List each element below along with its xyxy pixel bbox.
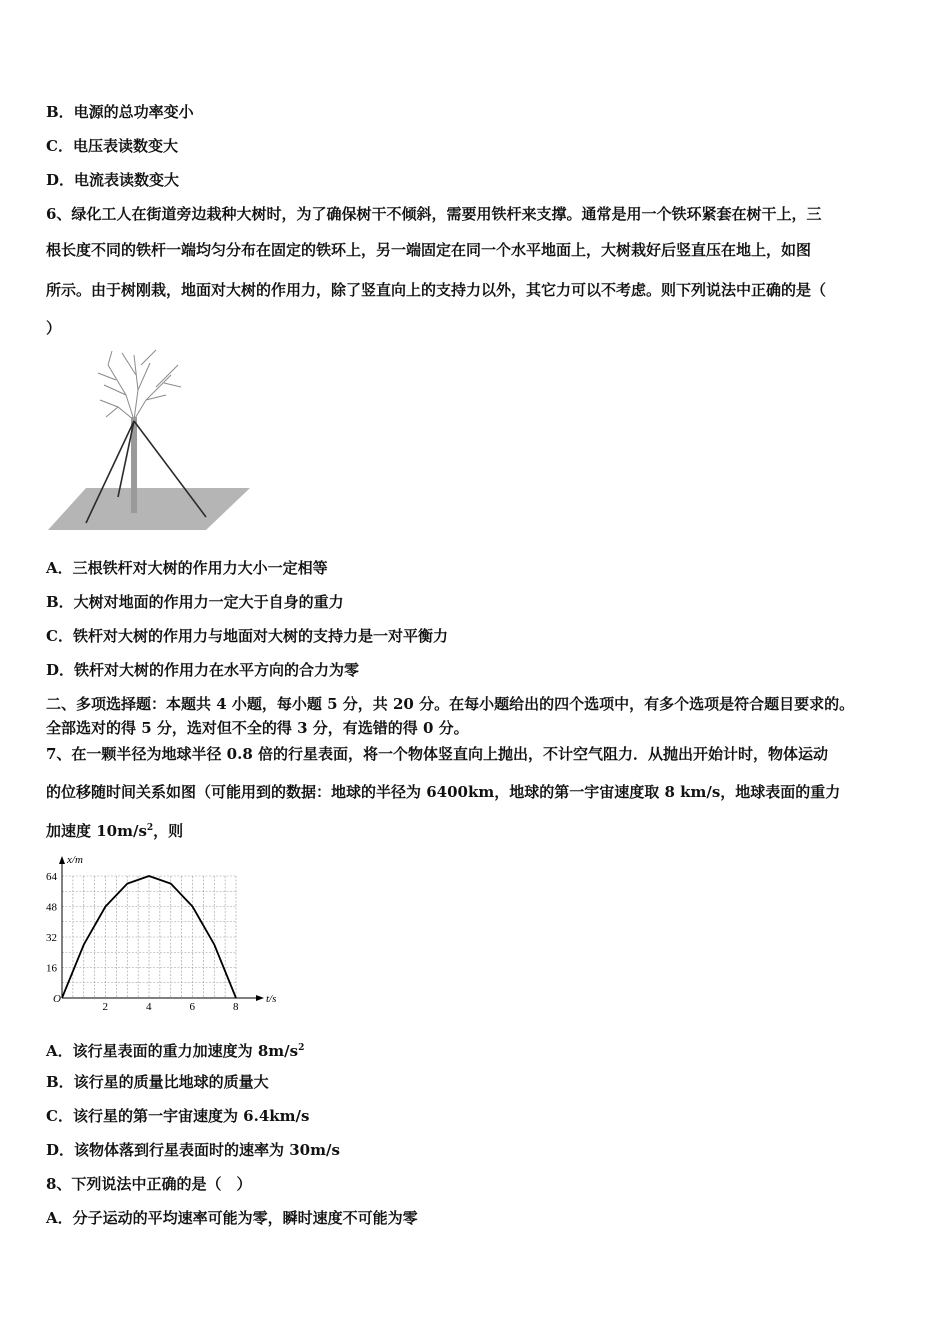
q7-stem-line-3-text: 加速度 10m/s bbox=[46, 822, 147, 840]
x-tick-label: 4 bbox=[146, 1001, 152, 1013]
y-tick-label: 64 bbox=[46, 871, 57, 883]
q7-option-c: C．该行星的第一宇宙速度为 6.4km/s bbox=[46, 1107, 310, 1125]
q6-stem-line-1: 6、绿化工人在街道旁边栽种大树时，为了确保树干不倾斜，需要用铁杆来支撑。通常是用一个铁环紧套在树干上，三 bbox=[46, 205, 822, 223]
section-2-line-1: 二、多项选择题：本题共 4 小题，每小题 5 分，共 20 分。在每小题给出的四个选项中，有多个选项是符合题目要求的。 bbox=[46, 695, 855, 713]
q7-option-a-text: A．该行星表面的重力加速度为 8m/s bbox=[46, 1042, 299, 1060]
q6-option-a: A．三根铁杆对大树的作用力大小一定相等 bbox=[46, 559, 328, 577]
q6-stem-line-3: 所示。由于树刚栽，地面对大树的作用力，除了竖直向上的支持力以外，其它力可以不考虑。则下列说法中正确的是（ bbox=[46, 281, 827, 299]
chart-ticks bbox=[46, 871, 239, 1013]
origin-label: O bbox=[53, 993, 61, 1005]
tree-branches bbox=[98, 350, 181, 420]
chart-axes bbox=[53, 854, 276, 1005]
q6-stem-line-4: ） bbox=[46, 319, 62, 337]
q7-option-d: D．该物体落到行星表面时的速率为 30m/s bbox=[46, 1141, 340, 1159]
q5-option-d: D．电流表读数变大 bbox=[46, 171, 180, 189]
q7-stem-line-1: 7、在一颗半径为地球半径 0.8 倍的行星表面，将一个物体竖直向上抛出，不计空气阻力．从抛出开始计时，物体运动 bbox=[46, 745, 828, 763]
displacement-time-chart bbox=[40, 852, 275, 1012]
q6-option-d: D．铁杆对大树的作用力在水平方向的合力为零 bbox=[46, 661, 360, 679]
q7-option-b: B．该行星的质量比地球的质量大 bbox=[46, 1073, 269, 1091]
y-tick-label: 48 bbox=[46, 901, 57, 914]
x-tick-label: 2 bbox=[102, 1001, 108, 1013]
q7-stem-line-3 bbox=[46, 818, 183, 841]
tree-support-figure bbox=[46, 345, 256, 535]
q7-stem-line-2: 的位移随时间关系如图（可能用到的数据：地球的半径为 6400km，地球的第一宇宙速度取 8 km/s，地球表面的重力 bbox=[46, 783, 841, 801]
y-axis-arrow bbox=[59, 856, 65, 864]
q6-stem-line-2: 根长度不同的铁杆一端均匀分布在固定的铁环上，另一端固定在同一个水平地面上，大树栽好后竖直压在地上，如图 bbox=[46, 241, 812, 259]
q5-option-b: B．电源的总功率变小 bbox=[46, 103, 194, 121]
x-axis-arrow bbox=[256, 995, 264, 1001]
q7-option-a bbox=[46, 1038, 304, 1061]
x-axis-label: t/s bbox=[266, 993, 277, 1005]
section-2-line-2: 全部选对的得 5 分，选对但不全的得 3 分，有选错的得 0 分。 bbox=[46, 719, 469, 737]
q8-stem: 8、下列说法中正确的是（ ） bbox=[46, 1175, 252, 1193]
x-tick-label: 6 bbox=[189, 1001, 195, 1013]
q5-option-c: C．电压表读数变大 bbox=[46, 137, 178, 155]
q7-stem-line-3-tail: ，则 bbox=[153, 822, 184, 840]
q8-option-a: A．分子运动的平均速率可能为零，瞬时速度不可能为零 bbox=[46, 1209, 418, 1227]
ground-plane bbox=[48, 488, 250, 530]
y-axis-label: x/m bbox=[67, 854, 83, 866]
q7-option-a-superscript: 2 bbox=[298, 1043, 305, 1053]
q7-stem-superscript: 2 bbox=[146, 823, 154, 833]
y-tick-label: 16 bbox=[46, 962, 57, 975]
y-tick-label: 32 bbox=[46, 932, 57, 944]
x-tick-label: 8 bbox=[233, 1001, 239, 1013]
q6-option-b: B．大树对地面的作用力一定大于自身的重力 bbox=[46, 593, 344, 611]
q6-option-c: C．铁杆对大树的作用力与地面对大树的支持力是一对平衡力 bbox=[46, 627, 448, 645]
